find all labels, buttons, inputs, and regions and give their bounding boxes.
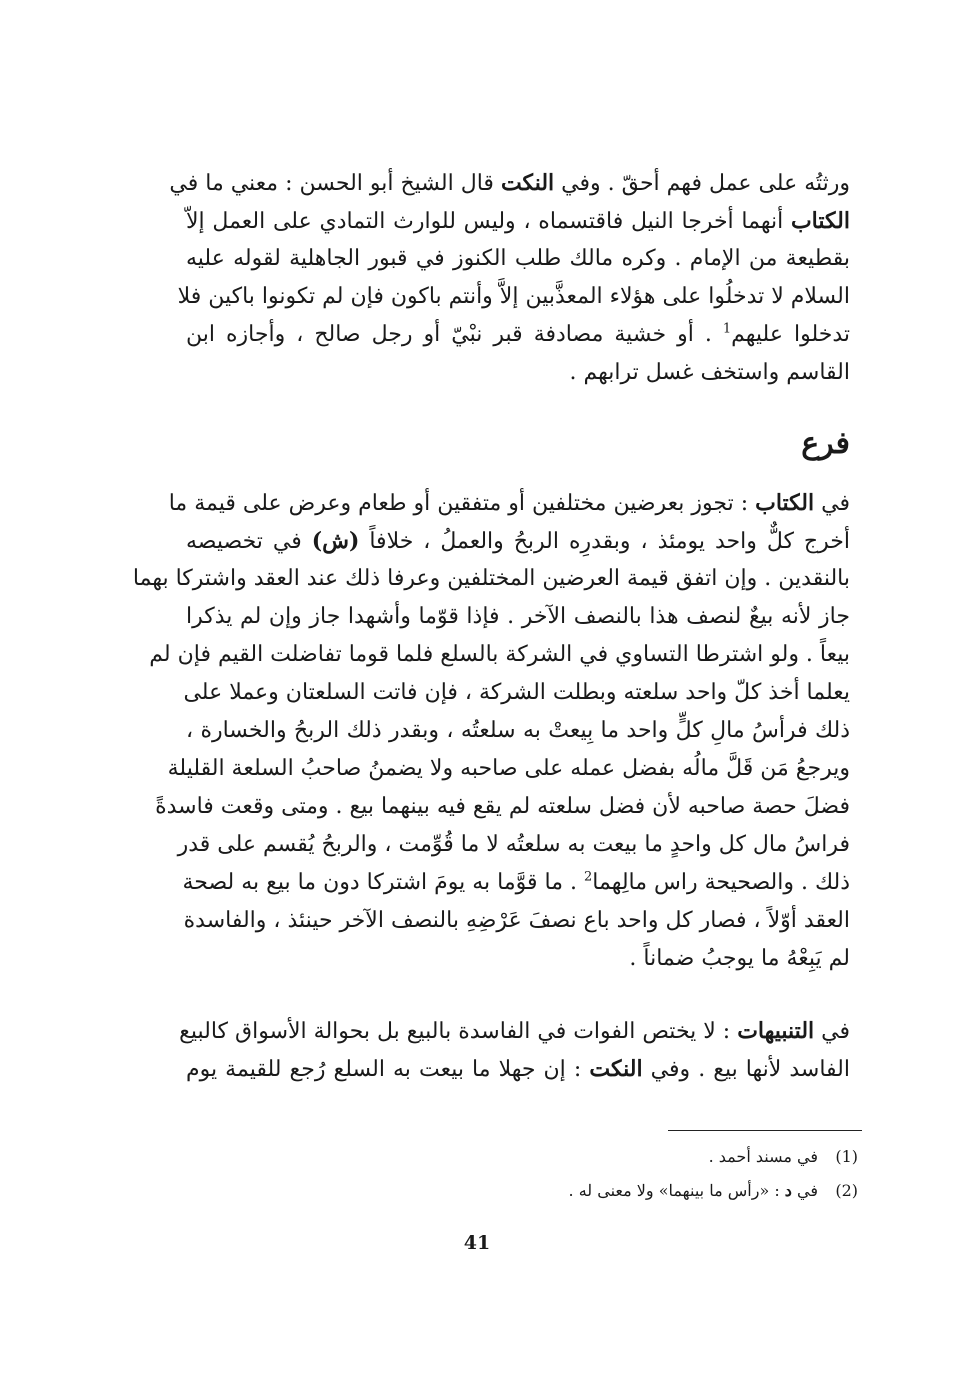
text-line: في التنبيهات : لا يختص الفوات في الفاسدة بالبيع بل بحوالة الأسواق كالبيع	[179, 1018, 850, 1044]
bold-term: الكتاب	[755, 490, 815, 516]
text-line: فراسُ مال كل واحدٍ ما بيعت به سلعتُه لا ما قُوِّمت ، والربحُ يُقسم على قدر	[177, 832, 850, 857]
page-number: 41	[463, 1232, 491, 1254]
text-line: بيعاً . ولو اشترطا التساوي في الشركة بالسلع فلما قوما تفاضلت القيم فإن لم	[149, 642, 850, 667]
text-line: القاسم واستخف غسل ترابهم .	[569, 360, 850, 385]
bold-term: النكت	[500, 170, 555, 196]
text-line: السلام لا تدخلُوا على هؤلاء المعذَّبين إلاَّ وأنتم باكون فإن لم تكونوا باكين فلا	[177, 284, 850, 309]
text-line: ذلك فرأسُ مالِ كلٍّ واحد ما بِيعتْ به سلعتُه ، وبقدر ذلك الربحُ والخسارة ،	[186, 718, 850, 743]
paragraph-3	[179, 1012, 850, 1088]
bold-term: النكت	[589, 1056, 643, 1082]
bold-term: التنبيهات	[737, 1018, 815, 1044]
text-line: لم يَبِعْهُ ما يوجبُ ضماناً .	[629, 946, 850, 971]
text-line: يعلما أخذ كلّ واحد سلعته وبطلت الشركة ، فإن فاتت السلعتان وعملا على	[183, 680, 850, 705]
bold-term: الكتاب	[790, 208, 850, 234]
text-line: بالنقدين . وإن اتفق قيمة العرضين المختلفين وعرفا ذلك عند العقد واشتركا بهما	[132, 566, 850, 591]
paragraph-2	[132, 484, 850, 978]
text-line: في الكتاب : تجوز بعرضين مختلفين أو متفقين أو طعام وعرض على قيمة ما	[168, 490, 850, 516]
text-line: بقطيعة من الإمام . وكره مالك طلب الكنوز في قبور الجاهلية لقوله عليه	[186, 246, 850, 271]
footnote-text: في د : «رأس ما بينهما» ولا معنى له .	[568, 1181, 818, 1200]
footnote-ref: 2	[584, 869, 593, 885]
text-line: أخرج كلٌّ واحد يومئذ ، وبقدرِه الربحُ والعملُ ، خلافاً (ش) في تخصيصه	[186, 528, 850, 554]
paragraph-1	[169, 164, 851, 392]
text-line: تدخلوا عليهم$^1$ . أو خشية مصادفة قبر نبْيّ أو رجل صالح ، وأجازه ابن	[186, 321, 851, 347]
text-line: الكتاب أنهما أخرجا النيل فاقتسماه ، وليس للوارث التمادي على العمل إلاّ	[186, 208, 850, 234]
text-line: جاز لأنه بيعٌ لنصف هذا بالنصف الآخر . فإذا قوّما وأشهدا جاز وإن لم يذكرا	[186, 604, 850, 629]
footnote-number: (1)	[835, 1147, 858, 1166]
footnote-divider	[668, 1130, 862, 1131]
bold-term: د	[784, 1181, 792, 1200]
section-heading: فرع	[801, 426, 850, 461]
text-line: ذلك . والصحيحة راس مالِهما$^2$ . ما قوَّما به يومَ اشتركا دون ما بيع به لصحة	[182, 869, 850, 895]
text-line: ويرجعُ مَن قَلَّ مالُه بفضل عمله على صاحبه ولا يضمنُ صاحبُ السلعة القليلة	[167, 756, 850, 781]
footnotes	[569, 1140, 858, 1208]
footnote-ref: 1	[722, 321, 732, 337]
text-line: ورثتُه على عمل فهم أحقّ . وفي النكت قال الشيخ أبو الحسن : معني ما في	[169, 170, 850, 196]
bold-term: (ش)	[311, 528, 360, 554]
text-line: العقد أوّلاً ، فصار كل واحد باع نصفَ عَرْضِهِ بالنصف الآخر حينئذ ، والفاسدة	[183, 908, 850, 933]
footnote-number: (2)	[835, 1181, 858, 1200]
footnote-item	[569, 1174, 858, 1208]
footnote-item	[569, 1140, 858, 1174]
text-line: فضلَ حصة صاحبه لأن فضل سلعته لم يقع فيه بينهما بيع . ومتى وقعت فاسدةً	[155, 794, 850, 819]
footnote-text: في مسند أحمد .	[708, 1147, 818, 1166]
text-line: الفاسد لأنها بيع . وفي النكت : إن جهلا ما بيعت به السلع رُجع للقيمة يوم	[186, 1056, 850, 1082]
